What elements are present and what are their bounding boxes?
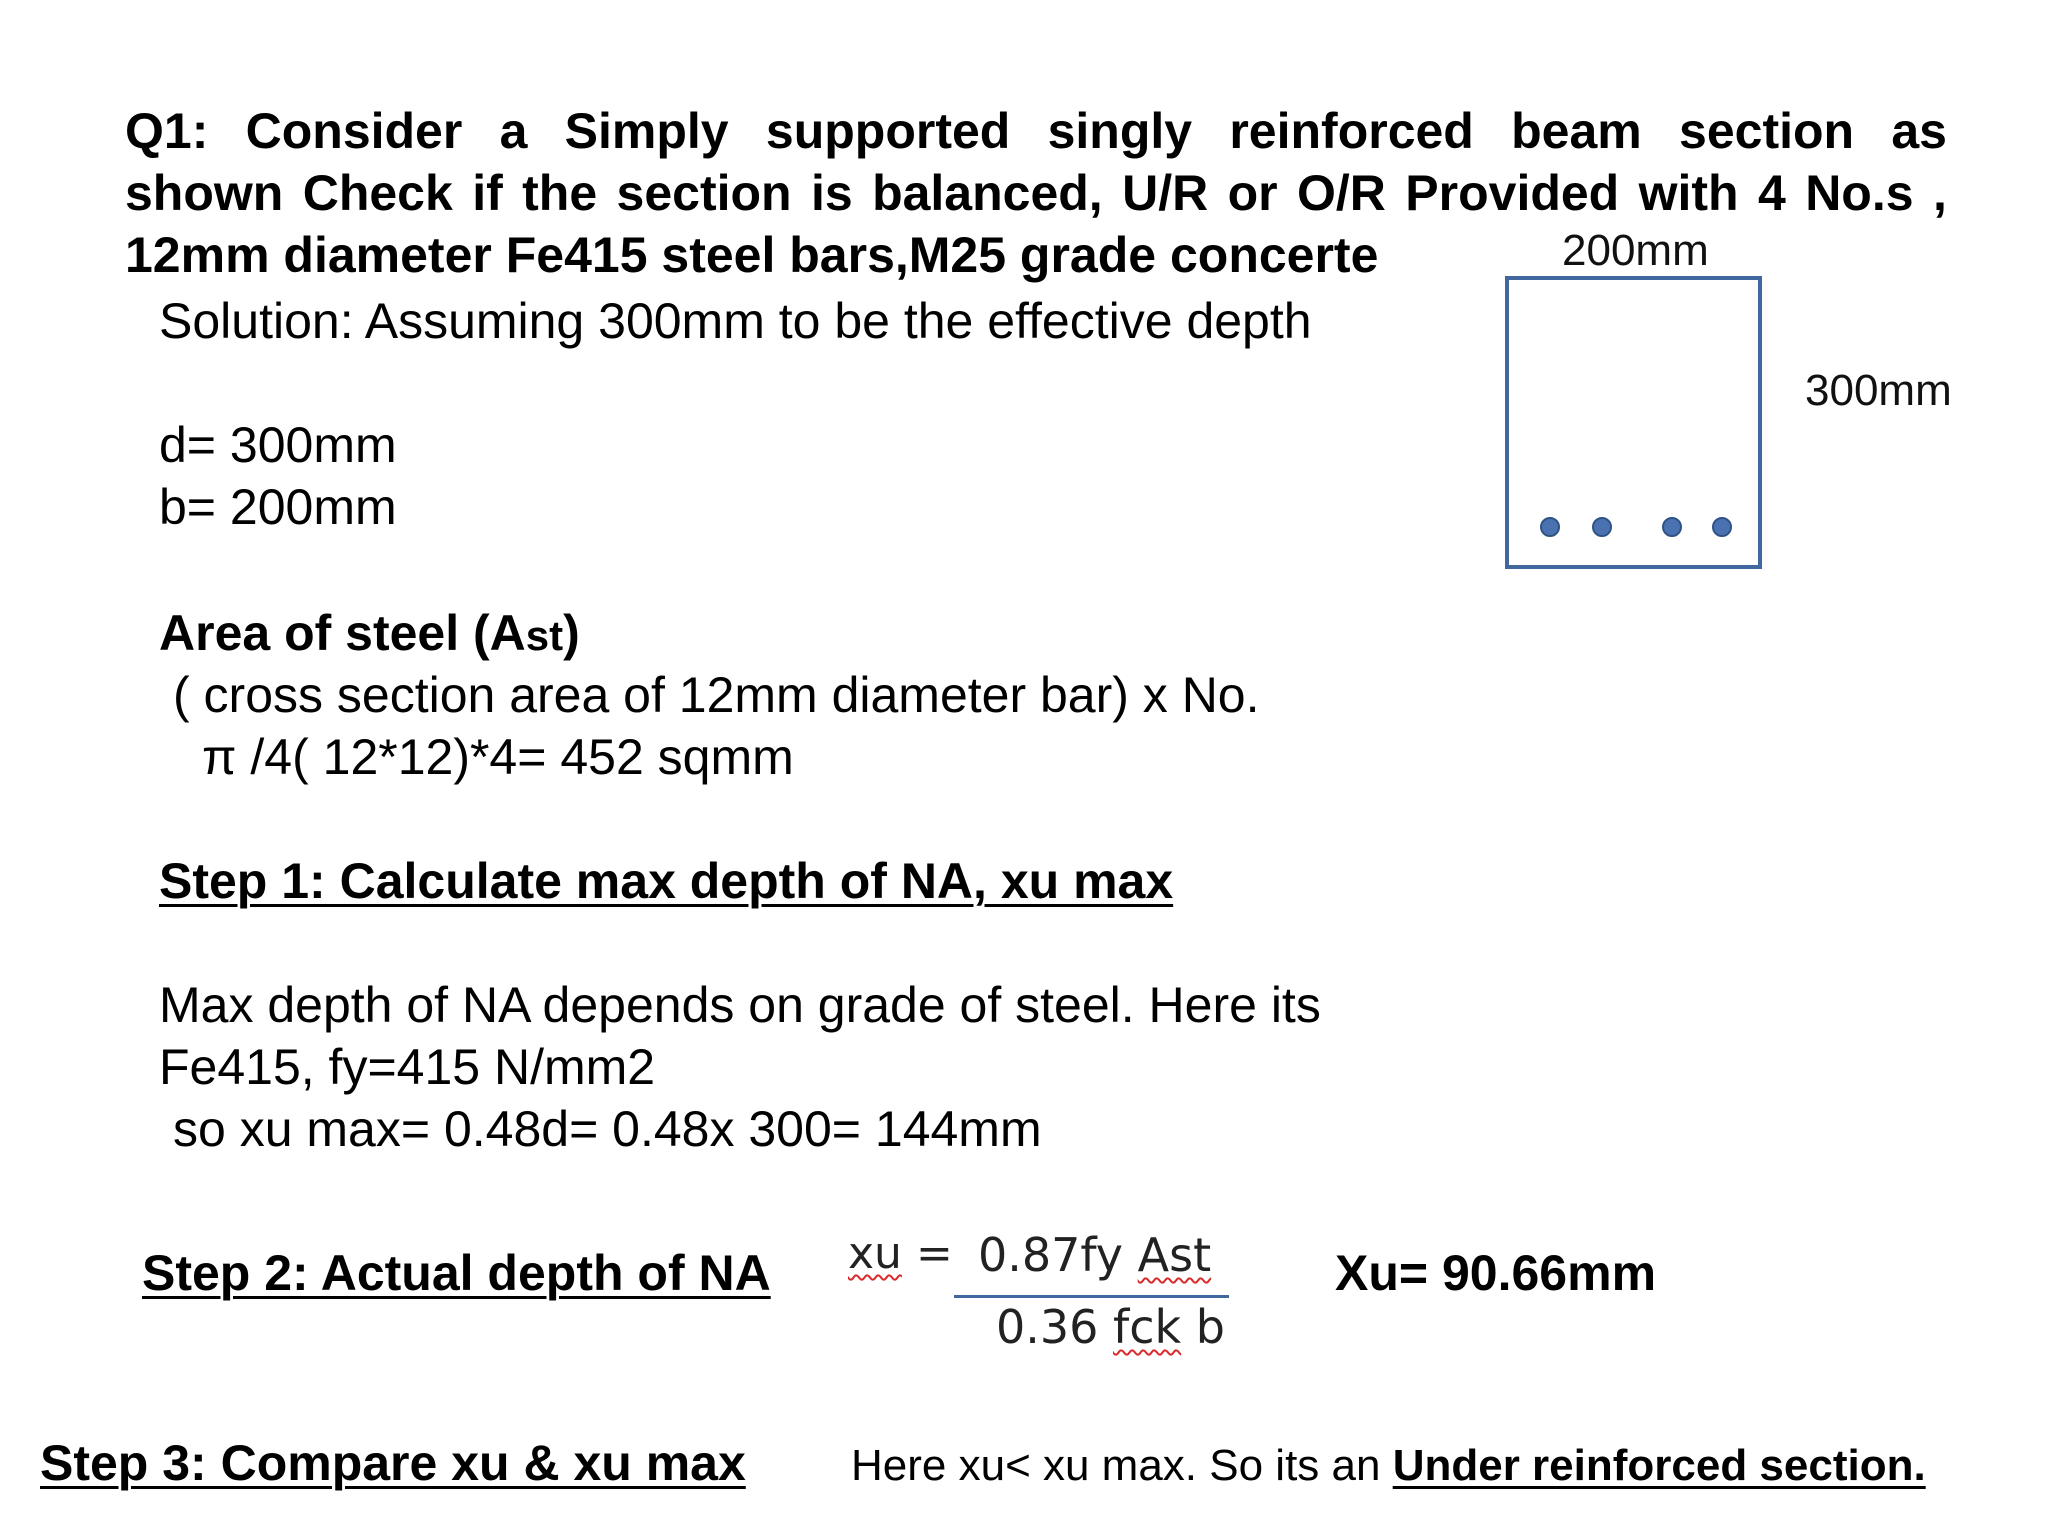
q-word: No.s [1805,165,1914,221]
fraction-bar [954,1295,1229,1298]
q-word: the [522,165,598,221]
step2-heading: Step 2: Actual depth of NA [142,1245,771,1301]
step3-statement [851,1438,1926,1494]
formula-den-coeff: 0.36 [996,1300,1099,1354]
effective-depth: d= 300mm [159,417,397,473]
beam-width-label: 200mm [1562,226,1709,275]
q-word: , [1932,165,1947,221]
area-of-steel-heading [159,602,580,667]
q-word: section [1679,103,1855,159]
area-of-steel-heading-main: Area of steel (A [159,605,526,661]
area-of-steel-line-1: ( cross section area of 12mm diameter bar) x No. [173,667,1260,723]
q-word: or [1227,165,1278,221]
area-of-steel-line-2: π /4( 12*12)*4= 452 sqmm [202,729,794,785]
q-word: if [472,165,503,221]
area-of-steel-heading-close: ) [563,605,580,661]
beam-width: b= 200mm [159,479,397,535]
q-word: reinforced [1229,103,1474,159]
q-word: O/R [1296,165,1386,221]
q-word: with [1638,165,1739,221]
q-word: shown [125,165,284,221]
q-word: is [810,165,853,221]
step1-line-1: Max depth of NA depends on grade of steel. Here its [159,977,1321,1033]
rebar-dot [1662,517,1682,537]
q-word: Q1: [125,103,209,159]
q-word: Consider [245,103,463,159]
q-word: as [1891,103,1947,159]
formula-b: b [1195,1300,1225,1354]
solution-intro: Solution: Assuming 300mm to be the effective depth [159,293,1312,349]
question-line-1 [125,100,1947,162]
q-word: supported [765,103,1011,159]
formula-fck: fck [1113,1300,1182,1354]
q-word: Check [302,165,453,221]
step3-text: Here xu< xu max. So its an [851,1441,1393,1490]
formula-numerator [978,1228,1211,1282]
formula-num-coeff: 0.87fy [978,1228,1124,1282]
step1-line-2: Fe415, fy=415 N/mm2 [159,1039,656,1095]
q-word: section [616,165,792,221]
beam-depth-label: 300mm [1805,366,1952,415]
question-line-2 [125,162,1947,224]
formula-lhs [848,1228,953,1279]
q-word: Simply [564,103,729,159]
q-word: a [499,103,528,159]
rebar-dot [1540,517,1560,537]
q-word: Provided [1405,165,1620,221]
formula-xu: xu [848,1228,902,1279]
formula-denominator [996,1300,1225,1354]
q-word: U/R [1122,165,1209,221]
step1-line-3: so xu max= 0.48d= 0.48x 300= 144mm [173,1101,1042,1157]
question-line-3: 12mm diameter Fe415 steel bars,M25 grade concerte [125,227,1379,283]
step3-heading: Step 3: Compare xu & xu max [40,1435,746,1491]
formula-ast: Ast [1137,1228,1212,1282]
q-word: balanced, [872,165,1103,221]
q-word: singly [1047,103,1193,159]
q-word: 4 [1758,165,1786,221]
xu-formula [848,1228,1228,1358]
rebar-dot [1712,517,1732,537]
step3-conclusion: Under reinforced section. [1392,1441,1926,1490]
xu-result: Xu= 90.66mm [1335,1245,1657,1301]
step1-heading: Step 1: Calculate max depth of NA, xu max [159,853,1174,909]
rebar-dot [1592,517,1612,537]
area-of-steel-heading-sub: st [525,612,564,659]
formula-equals: = [915,1228,953,1279]
q-word: beam [1511,103,1642,159]
